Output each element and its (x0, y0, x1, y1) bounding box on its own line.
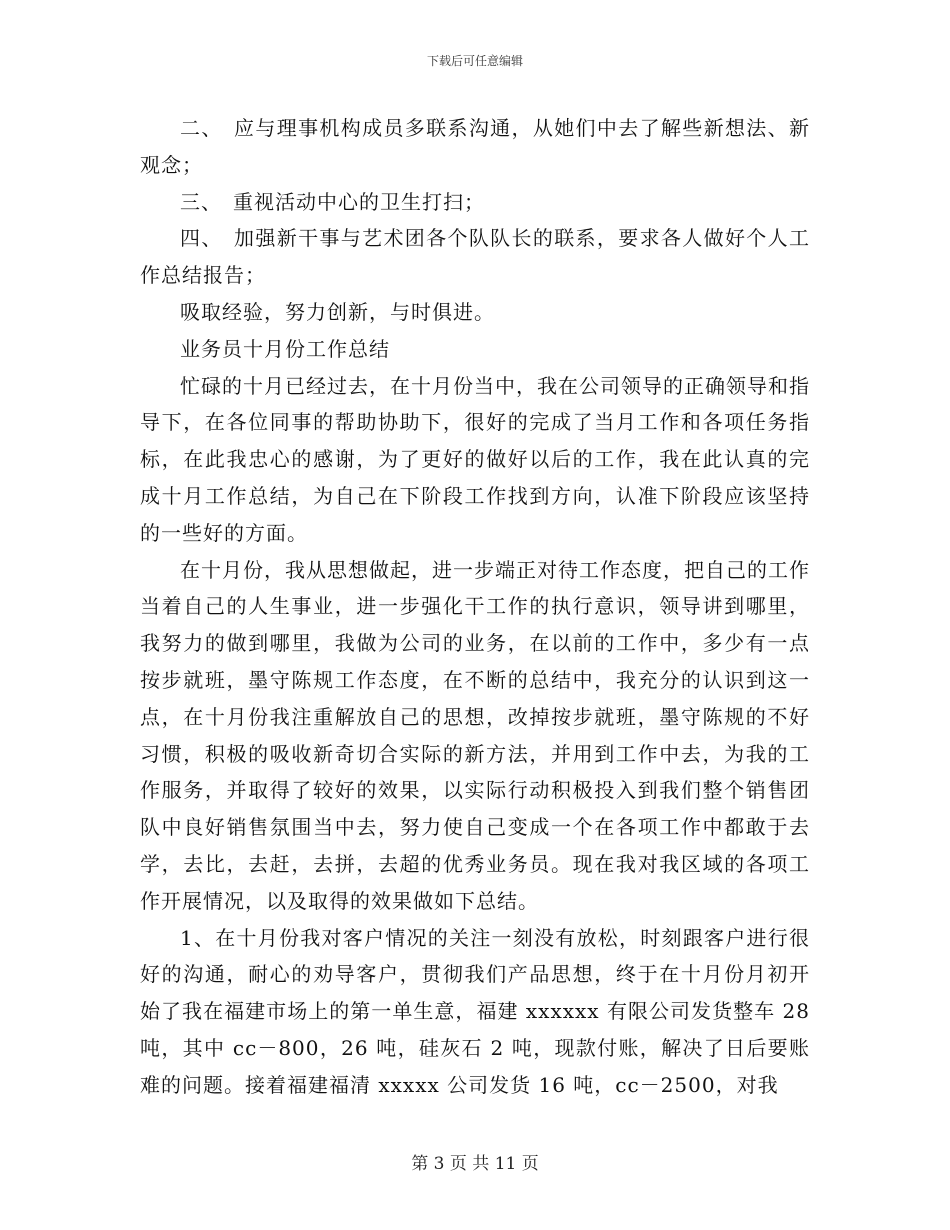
closing-line: 吸取经验，努力创新，与时俱进。 (180, 299, 495, 324)
page-header: 下载后可任意编辑 (426, 54, 523, 68)
document-body (140, 110, 810, 1104)
section-title: 业务员十月份工作总结 (180, 336, 390, 361)
list-item-3: 三、 重视活动中心的卫生打扫； (180, 189, 485, 214)
paragraph-item-1: 1、在十月份我对客户情况的关注一刻没有放松，时刻跟客户进行很好的沟通，耐心的劝导客户，贯彻我们产品思想，终于在十月份月初开始了我在福建市场上的第一单生意，福建 xxxxxx 有限公司发货整车 28 吨，其中 cc－800，26 吨，硅灰石 2 吨，现款付账，解决了日后要账难的问题。接着福建福清 xxxxx 公司发货 16 吨，cc－2500，对我 (140, 925, 810, 1097)
paragraph-attitude: 在十月份，我从思想做起，进一步端正对待工作态度，把自己的工作当着自己的人生事业，进一步强化干工作的执行意识，领导讲到哪里，我努力的做到哪里，我做为公司的业务，在以前的工作中，多少有一点按步就班，墨守陈规工作态度，在不断的总结中，我充分的认识到这一点，在十月份我注重解放自己的思想，改掉按步就班，墨守陈规的不好习惯，积极的吸收新奇切合实际的新方法，并用到工作中去，为我的工作服务，并取得了较好的效果，以实际行动积极投入到我们整个销售团队中良好销售氛围当中去，努力使自己变成一个在各项工作中都敢于去学，去比，去赶，去拼，去超的优秀业务员。现在我对我区域的各项工作开展情况，以及取得的效果做如下总结。 (140, 557, 810, 913)
list-item-4: 四、 加强新干事与艺术团各个队队长的联系，要求各人做好个人工作总结报告； (140, 226, 810, 288)
page-footer: 第 3 页 共 11 页 (411, 1154, 539, 1174)
list-item-2: 二、 应与理事机构成员多联系沟通，从她们中去了解些新想法、新观念； (140, 116, 810, 177)
paragraph-intro: 忙碌的十月已经过去，在十月份当中，我在公司领导的正确领导和指导下，在各位同事的帮助协助下，很好的完成了当月工作和各项任务指标，在此我忠心的感谢，为了更好的做好以后的工作，我在此认真的完成十月工作总结，为自己在下阶段工作找到方向，认准下阶段应该坚持的一些好的方面。 (140, 373, 810, 545)
